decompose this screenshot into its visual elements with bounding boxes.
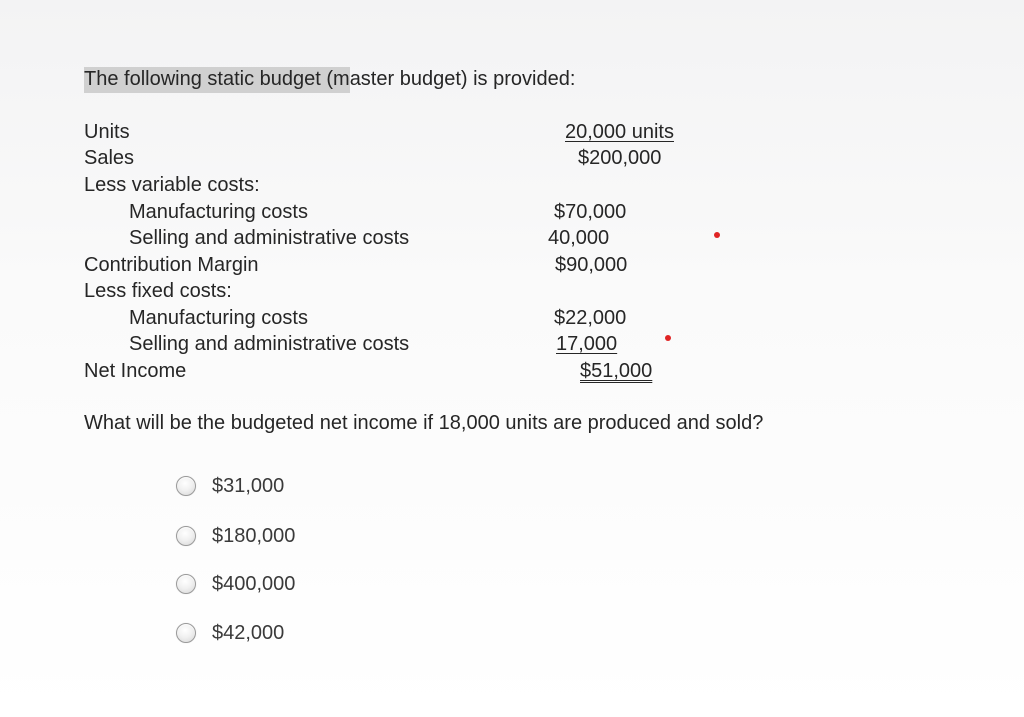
option-3[interactable]: [176, 571, 295, 597]
units-label: Units: [84, 121, 130, 143]
var-manufacturing-label: Manufacturing costs: [129, 201, 308, 223]
option-label[interactable]: $180,000: [212, 524, 296, 547]
var-manufacturing-value: $70,000: [554, 201, 627, 223]
option-label[interactable]: $42,000: [212, 621, 285, 644]
question-text: What will be the budgeted net income if 18,000 units are produced and sold?: [84, 412, 764, 434]
intro-rest: aster budget) is provided:: [349, 68, 576, 90]
option-1[interactable]: [176, 473, 284, 499]
var-sga-value: 40,000: [548, 227, 610, 249]
option-2[interactable]: [176, 523, 295, 549]
fixed-sga-label: Selling and administrative costs: [129, 333, 410, 355]
radio-button[interactable]: [176, 623, 196, 643]
radio-button[interactable]: [176, 574, 196, 594]
red-dot-marker: [665, 335, 671, 341]
red-dot-marker: [714, 232, 720, 238]
fixed-sga-value: 17,000: [556, 333, 618, 355]
contribution-value: $90,000: [555, 254, 628, 276]
net-income-value: $51,000: [580, 360, 653, 382]
radio-button[interactable]: [176, 476, 196, 496]
less-variable-label: Less variable costs:: [84, 174, 260, 196]
sales-value: $200,000: [578, 147, 662, 169]
option-label[interactable]: $31,000: [212, 474, 285, 497]
units-value: 20,000 units: [565, 121, 674, 143]
intro-text: [84, 67, 575, 91]
radio-button[interactable]: [176, 526, 196, 546]
less-fixed-label: Less fixed costs:: [84, 280, 232, 302]
intro-highlighted: The following static budget (m: [84, 67, 350, 93]
sales-label: Sales: [84, 147, 135, 169]
net-income-label: Net Income: [84, 360, 187, 382]
var-sga-label: Selling and administrative costs: [129, 227, 410, 249]
fixed-manufacturing-value: $22,000: [554, 307, 627, 329]
fixed-manufacturing-label: Manufacturing costs: [129, 307, 308, 329]
contribution-label: Contribution Margin: [84, 254, 259, 276]
option-4[interactable]: [176, 620, 284, 646]
option-label[interactable]: $400,000: [212, 572, 296, 595]
